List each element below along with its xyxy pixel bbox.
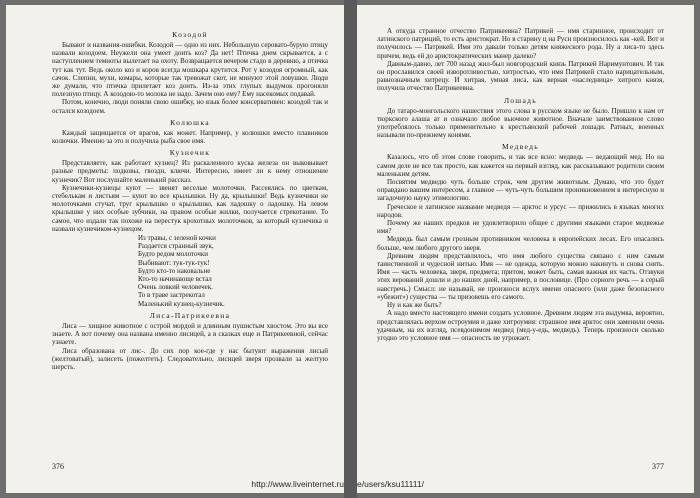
right-page <box>357 5 694 493</box>
paragraph: Каждый защищается от врагов, как может. Например, у колюшки вместо плавников колючки. Именно за это и получила рыба свое имя. <box>52 128 328 146</box>
verse-line: Раздается странный звук, <box>138 242 214 251</box>
left-page <box>6 5 344 493</box>
paragraph: Лиса образована от лис-. До сих пор кое-где у нас бытуют выражения лисый (желтоватый), залисеть (пожелтеть). Следовательно, лисицей зверя прозвали за желтую шерсть. <box>52 346 328 371</box>
paragraph: Ну и как же быть? <box>387 301 442 310</box>
verse-line: Очень ловкий человечек. <box>138 283 213 292</box>
verse-line: Выбивают: тук-тук-тук! <box>138 258 210 267</box>
page-number: 376 <box>52 462 64 471</box>
paragraph: Потом, конечно, люди поняли свою ошибку, но язык более консервативен: козодой так и остался козодоем. <box>52 98 328 115</box>
section-heading: Козодой <box>172 30 208 39</box>
paragraph: Посвятим медведю чуть больше строк, чем другим животным. Думаю, что это будет оправдано вашим интересом, а главное — чуть-чуть большим проникновением в интересную и загадочную науку этимологию. <box>377 178 664 203</box>
verse-line: Из травы, с зеленой кочки <box>138 234 216 243</box>
right-page-text <box>377 27 664 342</box>
paragraph: Греческое и латинское название медведя — арктос и урсус — прижились в языках многих народов. <box>377 202 664 219</box>
paragraph: Давным-давно, лет 700 назад жил-был новгородский князь Патрикей Наримунтович. И так он прославился своей изворотливостью, хитростью, что имя Патрикей стало нарицательным, равнозначным хитрецу. И хитрая, умная лиса, как верная «наследница» хитрого князя, получила отчество Патрикеевна. <box>377 59 664 93</box>
paragraph: Почему же наших предков не удовлетворило общее с другими языками старое медвежье имя? <box>377 219 664 236</box>
left-page-text <box>52 27 328 371</box>
section-heading: Лошадь <box>503 95 538 105</box>
book-gutter <box>344 0 357 498</box>
section-heading: Колюшка <box>170 117 210 127</box>
watermark-link[interactable]: e/users/ksu11111/ <box>357 479 424 489</box>
paragraph: Кузнечики-кузнецы куют — звенят веселые молоточки. Рассеялись по цветкам, стебелькам и листьям — куют во все крылышки. Ну да, крылышки! Ведь кузнечики не молоточками стучат, труг крылышко о крылышко, как ладошку о ладошку. На левом крылышке у них особые зубчики, на правом особые жилки, получается стрекотание. То самое, что издали так похоже на перестук крохотных молоточков, за который кузнечика и назвали кузнечиком-кузнецом. <box>52 183 328 233</box>
paragraph: Бывают и названия-ошибки. Козодой — одно из них. Небольшую серовато-бурую птицу назвали козодоем. Неужели она умеет доить коз? Да нет! Птичка днем скрывается, а с наступлением темноты вылетает на охоту. Возвращается вечером стадо в деревню, а птичка тут как тут. Ведь около коз и коров всегда мошкара крутится. Рот у козодоя огромный, как сачок. Слепни, мухи, комары, которые так тревожат скот, не минуют этой ловушки. Люди же думали, что птичка прилетает коз доить. Из-за этих глупых выдумок прогоняли полезную птицу. А козодою-то молока не надо. Зачем оно ему? Ему насекомых подавай. <box>52 41 328 99</box>
paragraph: А откуда странное отчество Патрикеевна? Патрикей — имя старинное, происходит от латинского патриций, то есть аристократ. Но в старину ц на Руси произносилось как -кей. Вот и получилось — Патрикей. Имя это давали только детям княжеского рода. Ну а лиса-то здесь причем, ведь ей до аристократических манер далеко? <box>377 27 664 60</box>
section-heading: Лиса-Патрикеевна <box>149 310 231 320</box>
paragraph: Древним людям представлялось, что имя любого существа связано с ним самым таинственной и чудесной нитью. Имя — не одежда, которую можно накинуть и снова снять. Имя — часть человека, зверя, предмета; притом, может быть, самая важная их часть. Отзвуки этих верований дошли и до наших дней, например, в пословице. (Про сорного речь — а серый навстречь.) Смысл: не называй, не произноси вслух имени опасного (или даже безопасного «убежит») существа — ты призовешь его самого. <box>377 251 664 301</box>
paragraph: Лиса — хищное животное с острой мордой и длинным пушистым хвостом. Это вы все знаете. А вот почему она названа именно лисицей, а в сказках еще и Патрикеевной, сейчас узнаете. <box>52 321 328 347</box>
verse-line: Кто-то начинающе встал <box>138 275 212 284</box>
verse-line: То в траве застрекотал <box>138 291 205 300</box>
verse-line: Будто редом молоточки <box>138 250 208 259</box>
paragraph: Представляете, как работает кузнец? Из раскаленного куска железа он выковывает разные предметы: подковы, гвозди, ключи. Интересно, имеет ли к нему отношение кузнечик? Вот послушайте маленький рассказ. <box>52 159 328 184</box>
verse-line: Маленький кузнец-кузнечик. <box>138 299 225 308</box>
poem <box>138 234 328 308</box>
section-heading: Кузнечик <box>169 148 211 158</box>
paragraph: А надо вместо настоящего имени создать условное. Древним людям эта выдумка, вероятно, представлялась верхом остроумия и даже хитроумия: страшное имя арктос они заменили очень удачным, на их взгляд, псевдонимом медвед (мед-у-едь, медведь). Теперь произноси сколько угодно это условное имя — опасность не угрожает. <box>377 309 664 342</box>
paragraph: Казалось, что об этом слове говорить, и так все ясно: медведь — ведающий мед. Но на самом деле не все так просто, как кажется на первый взгляд, как рассказывают родители своим маленьким детям. <box>377 153 664 178</box>
paragraph: До татаро-монгольского нашествия этого слова в русском языке не было. Пришло к нам от тюркского алаша ат и означало любое вьючное животное. Вначале заимствованное слово употреблялось только применительно к крестьянской рабочей лошади. Ратных, военных называли по-прежнему конями. <box>377 106 664 140</box>
paragraph: Медведь был самым грозным противником человека в европейских лесах. Его опасались больше, чем любого другого зверя. <box>377 235 664 252</box>
section-heading: Медведь <box>501 142 540 152</box>
page-number: 377 <box>652 462 664 471</box>
verse-line: Будто кто-то наковальне <box>138 266 211 275</box>
watermark-link[interactable]: http://www.liveinternet.ru <box>251 479 344 489</box>
